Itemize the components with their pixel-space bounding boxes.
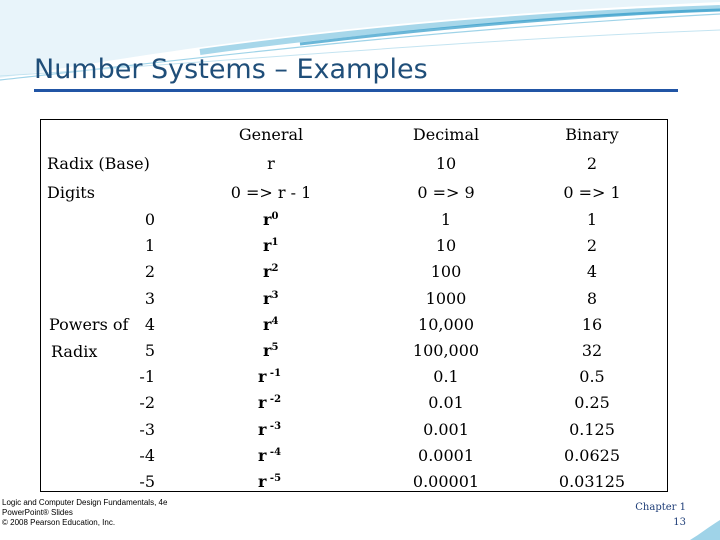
footer-credits xyxy=(2,498,167,528)
power-binary: 0.25 xyxy=(574,393,610,413)
row-label-digits: Digits xyxy=(47,183,95,202)
radix-general: r xyxy=(267,154,275,173)
power-general xyxy=(258,474,281,490)
power-superscript: -3 xyxy=(266,420,282,432)
power-general xyxy=(258,419,282,439)
power-base: r xyxy=(263,341,272,360)
power-general xyxy=(263,314,279,334)
slide-number: 13 xyxy=(673,517,686,528)
power-superscript: -5 xyxy=(266,473,282,484)
radix-decimal: 10 xyxy=(435,154,457,173)
power-binary: 0.0625 xyxy=(564,445,620,465)
power-binary: 1 xyxy=(586,210,598,229)
power-general xyxy=(263,212,278,228)
power-superscript: -1 xyxy=(266,368,282,380)
footer-chapter xyxy=(635,500,686,530)
power-binary: 4 xyxy=(586,262,598,282)
header-binary: Binary xyxy=(565,125,619,144)
power-superscript: 5 xyxy=(271,342,279,353)
header-general: General xyxy=(238,125,304,144)
power-decimal: 10,000 xyxy=(418,314,474,334)
power-exponent: -2 xyxy=(139,393,155,413)
power-superscript: 1 xyxy=(271,237,279,249)
power-binary: 0.03125 xyxy=(558,472,626,491)
powers-label-line2: Radix xyxy=(51,342,98,361)
power-superscript: -2 xyxy=(266,394,282,406)
power-binary: 0.5 xyxy=(579,367,605,387)
power-exponent: -3 xyxy=(139,419,155,439)
digits-decimal: 0 => 9 xyxy=(417,183,475,202)
power-general xyxy=(263,288,279,308)
digits-general: 0 => r - 1 xyxy=(230,183,312,202)
power-superscript: 0 xyxy=(271,211,279,222)
power-exponent: 3 xyxy=(144,288,155,308)
power-binary: 32 xyxy=(581,341,603,360)
power-general xyxy=(258,445,282,465)
power-exponent: -4 xyxy=(139,445,155,465)
power-base: r xyxy=(263,288,272,308)
footer-credit-line: Logic and Computer Design Fundamentals, 4e xyxy=(2,498,168,507)
power-decimal: 0.001 xyxy=(423,419,469,439)
power-exponent: 4 xyxy=(144,314,155,334)
power-base: r xyxy=(263,210,272,229)
header-decimal: Decimal xyxy=(412,125,480,144)
corner-wave-decoration xyxy=(690,518,720,540)
power-base: r xyxy=(263,262,272,282)
power-base: r xyxy=(263,314,272,334)
digits-binary: 0 => 1 xyxy=(563,183,621,202)
power-superscript: 2 xyxy=(271,263,279,275)
power-decimal: 100,000 xyxy=(412,341,480,360)
footer-credit-line: PowerPoint® Slides xyxy=(2,508,73,517)
power-general xyxy=(263,343,278,359)
power-decimal: 0.00001 xyxy=(412,472,480,491)
power-superscript: -4 xyxy=(266,446,282,458)
power-binary: 0.125 xyxy=(569,419,615,439)
power-decimal: 10 xyxy=(435,236,457,256)
power-decimal: 100 xyxy=(430,262,462,282)
power-exponent: 0 xyxy=(144,210,155,229)
power-decimal: 0.1 xyxy=(433,367,459,387)
power-base: r xyxy=(258,419,267,439)
slide-title: Number Systems – Examples xyxy=(34,54,428,85)
chapter-label: Chapter 1 xyxy=(635,502,686,513)
power-base: r xyxy=(258,393,267,413)
power-decimal: 1 xyxy=(440,210,452,229)
power-superscript: 4 xyxy=(271,315,279,327)
power-base: r xyxy=(258,472,267,491)
power-base: r xyxy=(263,236,272,256)
power-exponent: -1 xyxy=(139,367,155,387)
power-general xyxy=(258,369,281,385)
power-exponent: -5 xyxy=(139,472,155,491)
power-base: r xyxy=(258,445,267,465)
power-exponent: 2 xyxy=(144,262,155,282)
power-binary: 16 xyxy=(581,314,603,334)
power-decimal: 1000 xyxy=(425,288,467,308)
power-general xyxy=(263,264,278,280)
power-base: r xyxy=(258,367,267,387)
power-exponent: 5 xyxy=(144,341,155,360)
row-label-radix: Radix (Base) xyxy=(47,154,150,173)
power-general xyxy=(263,238,278,254)
power-decimal: 0.01 xyxy=(428,393,464,413)
powers-label-line1: Powers of xyxy=(49,315,129,334)
power-exponent: 1 xyxy=(144,236,155,256)
footer-credit-line: © 2008 Pearson Education, Inc. xyxy=(2,518,116,527)
power-binary: 2 xyxy=(586,236,598,256)
power-binary: 8 xyxy=(586,288,598,308)
power-superscript: 3 xyxy=(271,289,279,301)
title-underline xyxy=(34,89,678,92)
radix-binary: 2 xyxy=(586,154,598,173)
power-general xyxy=(258,395,281,411)
power-decimal: 0.0001 xyxy=(418,445,474,465)
